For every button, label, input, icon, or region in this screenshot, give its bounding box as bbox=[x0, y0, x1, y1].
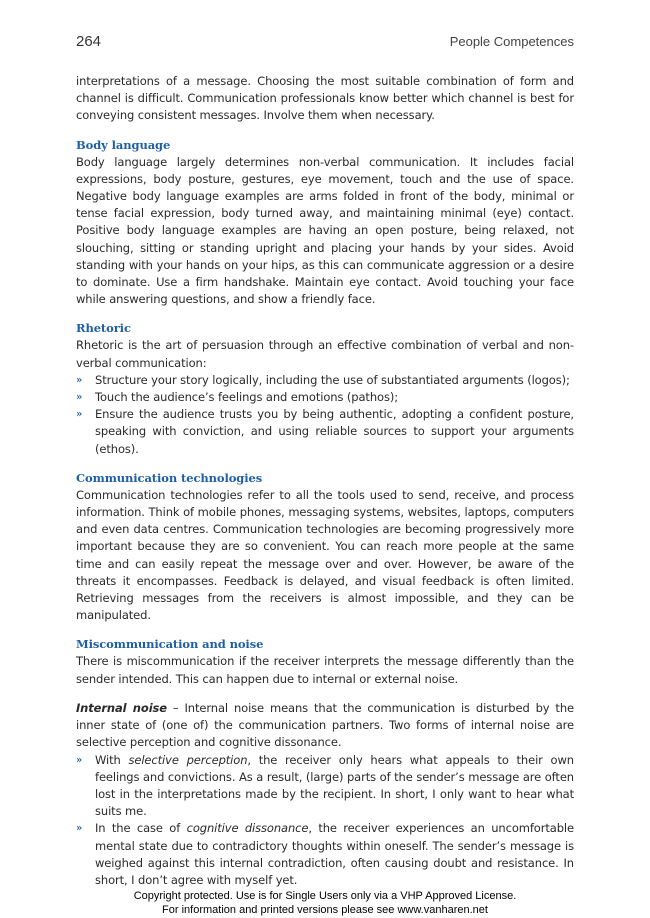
page-body bbox=[76, 73, 574, 889]
running-head: People Competences bbox=[449, 34, 574, 49]
comm-tech-heading: Communication technologies bbox=[76, 470, 263, 485]
term-emphasis: cognitive dissonance bbox=[186, 821, 309, 836]
footer-line-1: Copyright protected. Use is for Single Users only via a VHP Approved License. bbox=[133, 890, 517, 902]
list-item bbox=[76, 389, 574, 406]
list-item-text: , the receiver only hears what appeals to their own feelings and convictions. As a result, (large) parts of the sender’s message are often lost in the interpretations made by the recipient. In short, I only want to hear what suits me. bbox=[95, 752, 574, 819]
miscomm-paragraph: There is miscommunication if the receiver interprets the message differently than the sender intended. This can happen due to internal or external noise. bbox=[76, 654, 574, 686]
miscomm-heading: Miscommunication and noise bbox=[76, 637, 264, 652]
rhetoric-paragraph: Rhetoric is the art of persuasion through an effective combination of verbal and non-verbal communication: bbox=[76, 338, 574, 370]
list-item bbox=[76, 820, 574, 889]
internal-noise-label: Internal noise bbox=[76, 700, 167, 715]
bullet-icon: » bbox=[76, 374, 83, 386]
comm-tech-paragraph: Communication technologies refer to all the tools used to send, receive, and process information. Think of mobile phones, messaging systems, websites, laptops, computers and even data centres. Communication technologies are becoming progressively more important because they are so convenient. You can reach more people at the same time and can easily repeat the message over and over. However, be aware of the threats it encompasses. Feedback is delayed, and visual feedback is often limited. Retrieving messages from the receivers is almost impossible, and they can be manipulated. bbox=[76, 487, 574, 623]
internal-noise-text: – Internal noise means that the communication is disturbed by the inner state of (one of) the communication partners. Two forms of internal noise are selective perception and cognitive dissonance. bbox=[76, 700, 574, 750]
term-emphasis: selective perception bbox=[128, 752, 248, 767]
list-item-text: , the receiver experiences an uncomfortable mental state due to contradictory thoughts within oneself. The sender’s message is weighed against this internal contradiction, often causing doubt and resistance. In short, I don’t agree with myself yet. bbox=[95, 821, 574, 887]
list-item-text: Touch the audience’s feelings and emotions (pathos); bbox=[95, 390, 399, 405]
bullet-icon: » bbox=[76, 823, 83, 835]
footer-line-2: For information and printed versions please see www.vanharen.net bbox=[162, 904, 488, 916]
internal-noise-paragraph bbox=[76, 700, 574, 752]
body-language-heading: Body language bbox=[76, 137, 171, 152]
page-number: 264 bbox=[76, 33, 102, 50]
list-item-text: Ensure the audience trusts you by being authentic, adopting a confident posture, speaking with conviction, and using reliable sources to support your arguments (ethos). bbox=[95, 407, 574, 456]
bullet-icon: » bbox=[76, 754, 83, 766]
copyright-footer bbox=[0, 889, 650, 917]
bullet-icon: » bbox=[76, 392, 83, 404]
list-item bbox=[76, 406, 574, 458]
bullet-icon: » bbox=[76, 409, 83, 421]
list-item-text: In the case of bbox=[95, 821, 187, 836]
rhetoric-heading: Rhetoric bbox=[76, 321, 131, 336]
rhetoric-list bbox=[76, 372, 574, 458]
body-language-paragraph: Body language largely determines non-verbal communication. It includes facial expressions, body posture, gestures, eye movement, touch and the use of space. Negative body language examples are arms folded in front of the body, minimal or tense facial expression, body turned away, and maintaining minimal (eye) contact. Positive body language examples are having an open posture, being relaxed, not slouching, sitting or standing upright and placing your hands by your sides. Avoid standing with your hands on your hips, as this can communicate aggression or a desire to dominate. Use a firm handshake. Maintain eye contact. Avoid touching your face while answering questions, and show a friendly face. bbox=[76, 154, 574, 307]
list-item-text: With bbox=[95, 752, 129, 767]
intro-paragraph: interpretations of a message. Choosing the most suitable combination of form and channel is difficult. Communication professionals know better which channel is best for conveying consistent messages. Involve them when necessary. bbox=[76, 74, 574, 123]
list-item bbox=[76, 752, 574, 821]
list-item bbox=[76, 372, 574, 389]
list-item-text: Structure your story logically, including the use of substantiated arguments (logos); bbox=[95, 372, 570, 387]
internal-noise-list bbox=[76, 752, 574, 890]
